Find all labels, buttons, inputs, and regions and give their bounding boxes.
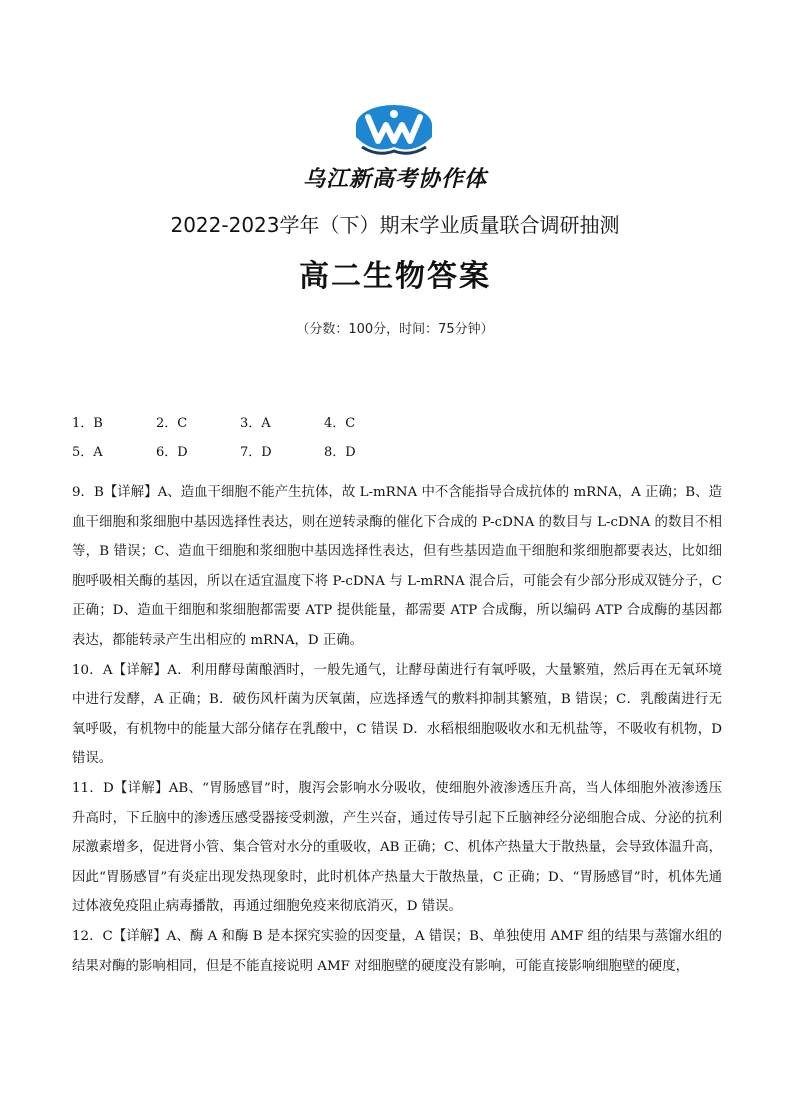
explanation-q9: 9．B【详解】A、造血干细胞不能产生抗体，故 L-mRNA 中不含能指导合成抗体的 mRNA，A 正确；B、造血干细胞和浆细胞中基因选择性表达，则在逆转录酶的催化下合成的 P-cDNA 的数目与 L-cDNA 的数目不相等，B 错误；C、造血干细胞和浆细胞中基因选择性表达，但有些基因造血干细胞和浆细胞都要表达，比如细胞呼吸相关酶的基因，所以在适宜温度下将 P-cDNA 与 L-mRNA 混合后，可能会有少部分形成双链分子，C 正确；D、造血干细胞和浆细胞都需要 ATP 提供能量，都需要 ATP 合成酶，所以编码 ATP 合成酶的基因都表达，都能转录产生出相应的 mRNA，D 正确。 — [72, 485, 722, 648]
answer-item: 8．D — [324, 445, 356, 460]
explanations — [72, 478, 722, 981]
answer-key — [72, 414, 408, 472]
explanation-q11: 11．D【详解】AB、“胃肠感冒”时，腹泻会影响水分吸收，使细胞外液渗透压升高，当人体细胞外液渗透压升高时，下丘脑中的渗透压感受器接受刺激，产生兴奋，通过传导引起下丘脑神经分泌细胞合成、分泌的抗利尿激素增多，促进肾小管、集合管对水分的重吸收，AB 正确；C、机体产热量大于散热量，会导致体温升高，因此“胃肠感冒”有炎症出现发热现象时，此时机体产热量大于散热量，C 正确；D、“胃肠感冒”时，机体先通过体液免疫阻止病毒播散，再通过细胞免疫来彻底消灭，D 错误。 — [72, 780, 722, 915]
answer-item: 7．D — [240, 445, 272, 460]
answer-item: 2．C — [156, 416, 188, 431]
answer-row — [72, 414, 408, 443]
answer-item: 4．C — [324, 416, 356, 431]
exam-meta: （分数：100分，时间：75分钟） — [296, 322, 494, 337]
answer-item: 1．B — [72, 416, 103, 431]
explanation-q10: 10．A【详解】A．利用酵母菌酿酒时，一般先通气，让酵母菌进行有氧呼吸，大量繁殖，然后再在无氧环境中进行发酵，A 正确；B．破伤风杆菌为厌氧菌，应选择透气的敷料抑制其繁殖，B 错误；C．乳酸菌进行无氧呼吸，有机物中的能量大部分储存在乳酸中，C 错误 D．水稻根细胞吸收水和无机盐等，不吸收有机物，D 错误。 — [72, 662, 722, 767]
exam-title: 2022-2023学年（下）期末学业质量联合调研抽测 — [170, 213, 620, 237]
answer-item: 5．A — [72, 445, 103, 460]
explanation-q12: 12．C【详解】A、酶 A 和酶 B 是本探究实验的因变量，A 错误；B、单独使用 AMF 组的结果与蒸馏水组的结果对酶的影响相同，但是不能直接说明 AMF 对细胞壁的硬度没有影响，可能直接影响细胞壁的硬度， — [72, 928, 722, 974]
answer-row — [72, 443, 408, 472]
brand-name: 乌江新高考协作体 — [302, 167, 487, 192]
answer-item: 6．D — [156, 445, 188, 460]
answer-item: 3．A — [240, 416, 271, 431]
page-title: 高二生物答案 — [299, 259, 491, 294]
wujiang-logo-icon — [352, 103, 436, 161]
